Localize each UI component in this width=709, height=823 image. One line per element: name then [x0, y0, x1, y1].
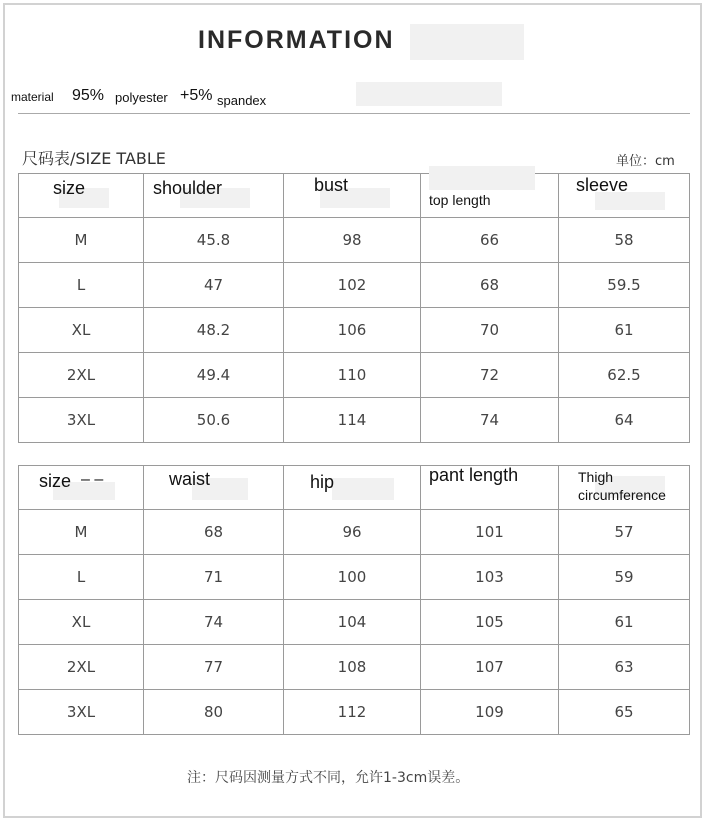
cell-bust: 102: [284, 263, 421, 308]
cell-size: L: [19, 555, 144, 600]
bottom-size-table: [18, 465, 690, 735]
header-dash-mark: ‒ ‒: [81, 471, 104, 488]
cell-size: 3XL: [19, 690, 144, 735]
cell-top-length: 70: [421, 308, 559, 353]
page-title: INFORMATION: [198, 26, 395, 54]
size-table-title: 尺码表/SIZE TABLE: [22, 149, 166, 168]
cell-waist: 80: [144, 690, 284, 735]
header-hip: hip: [310, 472, 335, 492]
smudge-patch: [356, 82, 502, 106]
header-sleeve: sleeve: [576, 175, 629, 195]
header-cell: [284, 174, 421, 218]
material-percent-2: +5%: [180, 87, 213, 104]
cell-thigh: 61: [559, 600, 690, 645]
cell-waist: 77: [144, 645, 284, 690]
cell-top-length: 72: [421, 353, 559, 398]
cell-sleeve: 64: [559, 398, 690, 443]
header-top-length: top length: [429, 192, 491, 208]
table-header-row: [19, 466, 690, 510]
cell-waist: 74: [144, 600, 284, 645]
header-cell: [559, 466, 690, 510]
table-row: [19, 263, 690, 308]
cell-sleeve: 58: [559, 218, 690, 263]
table-row: [19, 353, 690, 398]
header-cell: [19, 466, 144, 510]
cell-size: XL: [19, 308, 144, 353]
table-row: [19, 510, 690, 555]
material-name-2: spandex: [217, 93, 267, 108]
material-label: material: [11, 90, 54, 104]
cell-bust: 106: [284, 308, 421, 353]
cell-hip: 100: [284, 555, 421, 600]
cell-thigh: 59: [559, 555, 690, 600]
cell-top-length: 68: [421, 263, 559, 308]
cell-size: M: [19, 510, 144, 555]
cell-sleeve: 62.5: [559, 353, 690, 398]
cell-pant-length: 105: [421, 600, 559, 645]
header-cell: [144, 466, 284, 510]
material-percent-1: 95%: [72, 87, 105, 104]
cell-pant-length: 109: [421, 690, 559, 735]
header-bust: bust: [314, 175, 349, 195]
cell-hip: 104: [284, 600, 421, 645]
cell-top-length: 66: [421, 218, 559, 263]
cell-hip: 96: [284, 510, 421, 555]
cell-hip: 108: [284, 645, 421, 690]
table-row: [19, 555, 690, 600]
header-thigh-circumference: Thigh circumference: [578, 469, 666, 503]
cell-thigh: 65: [559, 690, 690, 735]
cell-bust: 110: [284, 353, 421, 398]
cell-size: 3XL: [19, 398, 144, 443]
header-size: size: [39, 471, 72, 491]
header-cell: [421, 174, 559, 218]
header-cell: [19, 174, 144, 218]
cell-sleeve: 61: [559, 308, 690, 353]
cell-pant-length: 101: [421, 510, 559, 555]
table-row: [19, 308, 690, 353]
header-waist: waist: [169, 469, 211, 489]
cell-size: L: [19, 263, 144, 308]
cell-waist: 68: [144, 510, 284, 555]
cell-shoulder: 48.2: [144, 308, 284, 353]
table-row: [19, 218, 690, 263]
smudge-patch: [332, 478, 394, 500]
cell-bust: 98: [284, 218, 421, 263]
divider: [18, 113, 690, 114]
smudge-patch: [410, 24, 524, 60]
cell-thigh: 63: [559, 645, 690, 690]
cell-shoulder: 47: [144, 263, 284, 308]
cell-size: 2XL: [19, 353, 144, 398]
table-row: [19, 600, 690, 645]
cell-size: 2XL: [19, 645, 144, 690]
cell-pant-length: 107: [421, 645, 559, 690]
cell-top-length: 74: [421, 398, 559, 443]
unit-label: 单位：cm: [616, 154, 675, 169]
cell-bust: 114: [284, 398, 421, 443]
header-cell: [421, 466, 559, 510]
cell-shoulder: 45.8: [144, 218, 284, 263]
cell-size: XL: [19, 600, 144, 645]
table-row: [19, 645, 690, 690]
header-size: size: [53, 178, 86, 198]
cell-waist: 71: [144, 555, 284, 600]
table-row: [19, 398, 690, 443]
cell-thigh: 57: [559, 510, 690, 555]
cell-pant-length: 103: [421, 555, 559, 600]
cell-shoulder: 49.4: [144, 353, 284, 398]
cell-hip: 112: [284, 690, 421, 735]
header-cell: [144, 174, 284, 218]
cell-sleeve: 59.5: [559, 263, 690, 308]
smudge-patch: [429, 166, 535, 190]
table-row: [19, 690, 690, 735]
header-pant-length: pant length: [429, 465, 519, 485]
top-size-table: [18, 173, 690, 443]
table-header-row: [19, 174, 690, 218]
measurement-note: 注：尺码因测量方式不同，允许1-3cm误差。: [187, 770, 470, 786]
cell-size: M: [19, 218, 144, 263]
header-cell: [559, 174, 690, 218]
cell-shoulder: 50.6: [144, 398, 284, 443]
header-shoulder: shoulder: [153, 178, 223, 198]
material-name-1: polyester: [115, 90, 168, 105]
header-cell: [284, 466, 421, 510]
